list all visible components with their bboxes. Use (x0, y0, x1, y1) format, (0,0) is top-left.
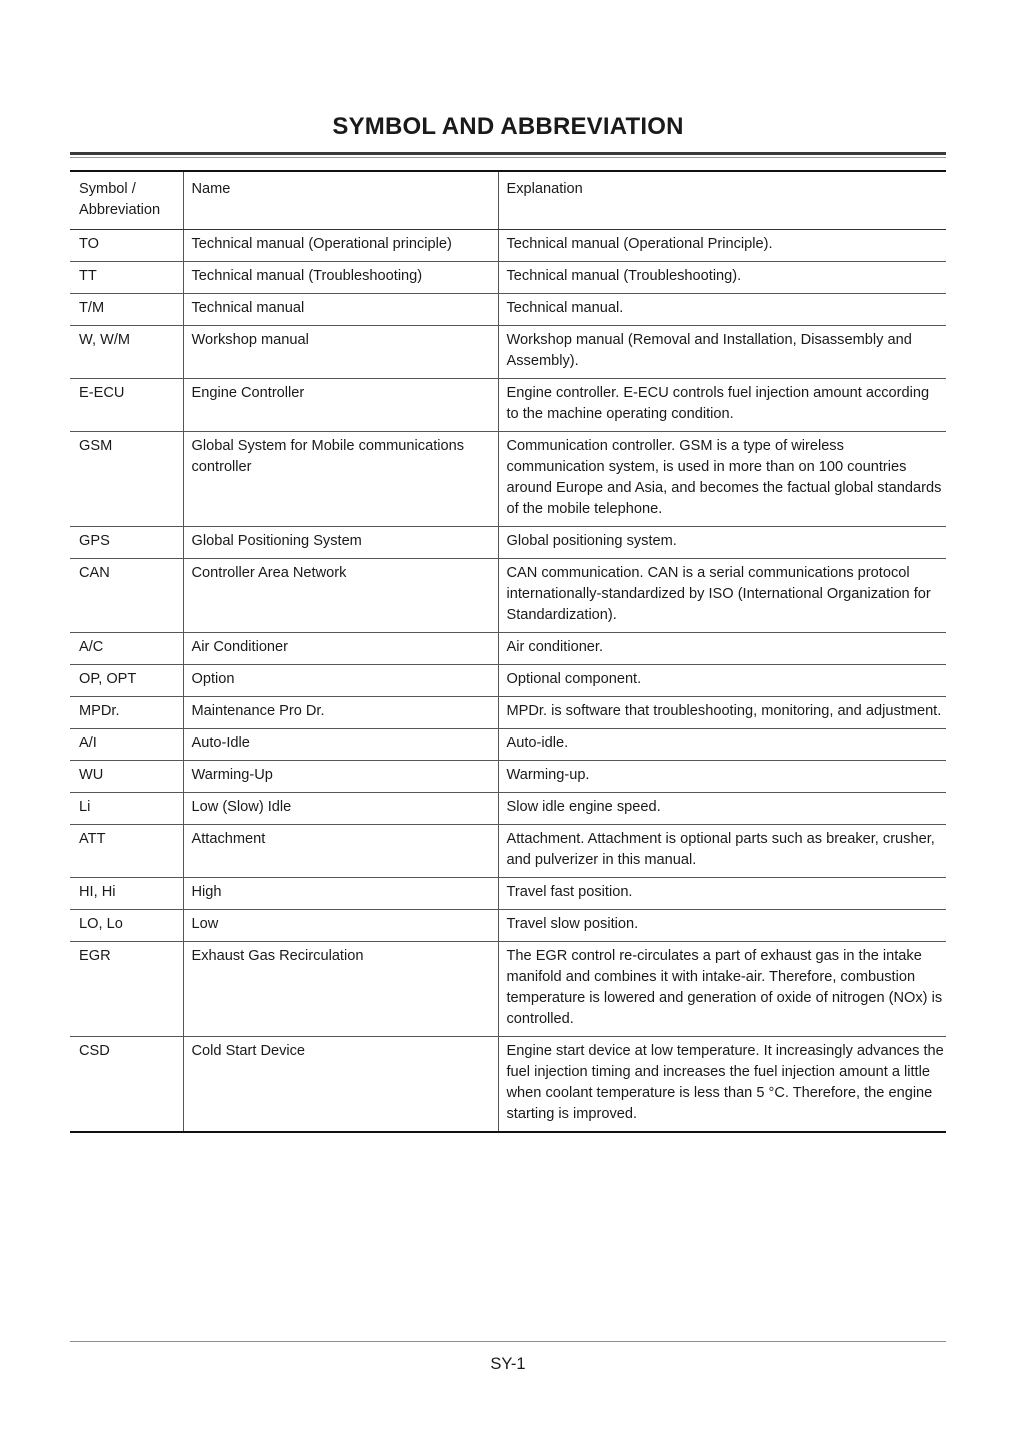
table-row (70, 793, 946, 825)
table-header-row (70, 171, 946, 230)
cell-explanation: Communication controller. GSM is a type of wireless communication system, is used in more than on 100 countries around Europe and Asia, and becomes the factual global standards of the mobile telephone. (498, 432, 946, 527)
cell-symbol: OP, OPT (70, 665, 183, 697)
cell-explanation: Technical manual. (498, 294, 946, 326)
table-row (70, 761, 946, 793)
cell-name: Exhaust Gas Recirculation (183, 942, 498, 1037)
cell-name: Air Conditioner (183, 633, 498, 665)
cell-explanation: CAN communication. CAN is a serial communications protocol internationally-standardized by ISO (International Organization for Standardization). (498, 559, 946, 633)
table-row (70, 910, 946, 942)
cell-name: Auto-Idle (183, 729, 498, 761)
cell-explanation: Travel slow position. (498, 910, 946, 942)
table-row (70, 432, 946, 527)
cell-symbol: MPDr. (70, 697, 183, 729)
table-row (70, 878, 946, 910)
table-row (70, 527, 946, 559)
cell-name: Option (183, 665, 498, 697)
cell-symbol: A/I (70, 729, 183, 761)
page-title: SYMBOL AND ABBREVIATION (332, 113, 684, 140)
cell-explanation: Workshop manual (Removal and Installation, Disassembly and Assembly). (498, 326, 946, 379)
cell-explanation: Engine start device at low temperature. It increasingly advances the fuel injection timing and increases the fuel injection amount a little when coolant temperature is less than 5 °C. Therefore, the engine starting is improved. (498, 1037, 946, 1133)
cell-name: Maintenance Pro Dr. (183, 697, 498, 729)
column-header-symbol (70, 171, 183, 230)
cell-name: Engine Controller (183, 379, 498, 432)
table-row (70, 729, 946, 761)
footer-divider (70, 1341, 946, 1342)
column-header-symbol-line1: Symbol / (79, 181, 136, 197)
table-row (70, 942, 946, 1037)
table-row (70, 825, 946, 878)
cell-symbol: ATT (70, 825, 183, 878)
cell-explanation: Optional component. (498, 665, 946, 697)
cell-name: High (183, 878, 498, 910)
cell-symbol: CSD (70, 1037, 183, 1133)
table-row (70, 262, 946, 294)
cell-name: Technical manual (183, 294, 498, 326)
table-row (70, 326, 946, 379)
table-row (70, 665, 946, 697)
cell-symbol: EGR (70, 942, 183, 1037)
cell-explanation: Air conditioner. (498, 633, 946, 665)
cell-explanation: Technical manual (Operational Principle). (498, 230, 946, 262)
table-row (70, 294, 946, 326)
cell-explanation: Attachment. Attachment is optional parts such as breaker, crusher, and pulverizer in this manual. (498, 825, 946, 878)
cell-symbol: GPS (70, 527, 183, 559)
cell-explanation: Travel fast position. (498, 878, 946, 910)
cell-name: Global System for Mobile communications controller (183, 432, 498, 527)
column-header-name: Name (183, 171, 498, 230)
cell-symbol: Li (70, 793, 183, 825)
cell-explanation: MPDr. is software that troubleshooting, monitoring, and adjustment. (498, 697, 946, 729)
cell-explanation: Engine controller. E-ECU controls fuel injection amount according to the machine operating condition. (498, 379, 946, 432)
table-row (70, 633, 946, 665)
footer-page-number: SY-1 (490, 1355, 526, 1373)
cell-symbol: A/C (70, 633, 183, 665)
cell-explanation: The EGR control re-circulates a part of exhaust gas in the intake manifold and combines it with intake-air. Therefore, combustion temperature is lowered and generation of oxide of nitrogen (NOx) is controlled. (498, 942, 946, 1037)
cell-symbol: HI, Hi (70, 878, 183, 910)
title-divider (70, 152, 946, 158)
table-row (70, 1037, 946, 1133)
cell-name: Low (183, 910, 498, 942)
cell-symbol: GSM (70, 432, 183, 527)
cell-name: Warming-Up (183, 761, 498, 793)
cell-explanation: Slow idle engine speed. (498, 793, 946, 825)
cell-symbol: CAN (70, 559, 183, 633)
cell-symbol: E-ECU (70, 379, 183, 432)
cell-name: Technical manual (Troubleshooting) (183, 262, 498, 294)
column-header-symbol-line2: Abbreviation (79, 202, 161, 218)
cell-name: Low (Slow) Idle (183, 793, 498, 825)
cell-explanation: Warming-up. (498, 761, 946, 793)
cell-name: Global Positioning System (183, 527, 498, 559)
cell-name: Technical manual (Operational principle) (183, 230, 498, 262)
cell-name: Attachment (183, 825, 498, 878)
table-row (70, 697, 946, 729)
cell-name: Controller Area Network (183, 559, 498, 633)
table-row (70, 379, 946, 432)
cell-name: Cold Start Device (183, 1037, 498, 1133)
cell-explanation: Global positioning system. (498, 527, 946, 559)
cell-symbol: T/M (70, 294, 183, 326)
cell-symbol: TT (70, 262, 183, 294)
cell-explanation: Auto-idle. (498, 729, 946, 761)
cell-name: Workshop manual (183, 326, 498, 379)
cell-symbol: W, W/M (70, 326, 183, 379)
cell-symbol: WU (70, 761, 183, 793)
table-row (70, 559, 946, 633)
cell-symbol: LO, Lo (70, 910, 183, 942)
cell-symbol: TO (70, 230, 183, 262)
symbol-abbreviation-table (70, 170, 946, 1133)
table-row (70, 230, 946, 262)
column-header-explanation: Explanation (498, 171, 946, 230)
cell-explanation: Technical manual (Troubleshooting). (498, 262, 946, 294)
title-divider-thin-rule (70, 157, 946, 158)
